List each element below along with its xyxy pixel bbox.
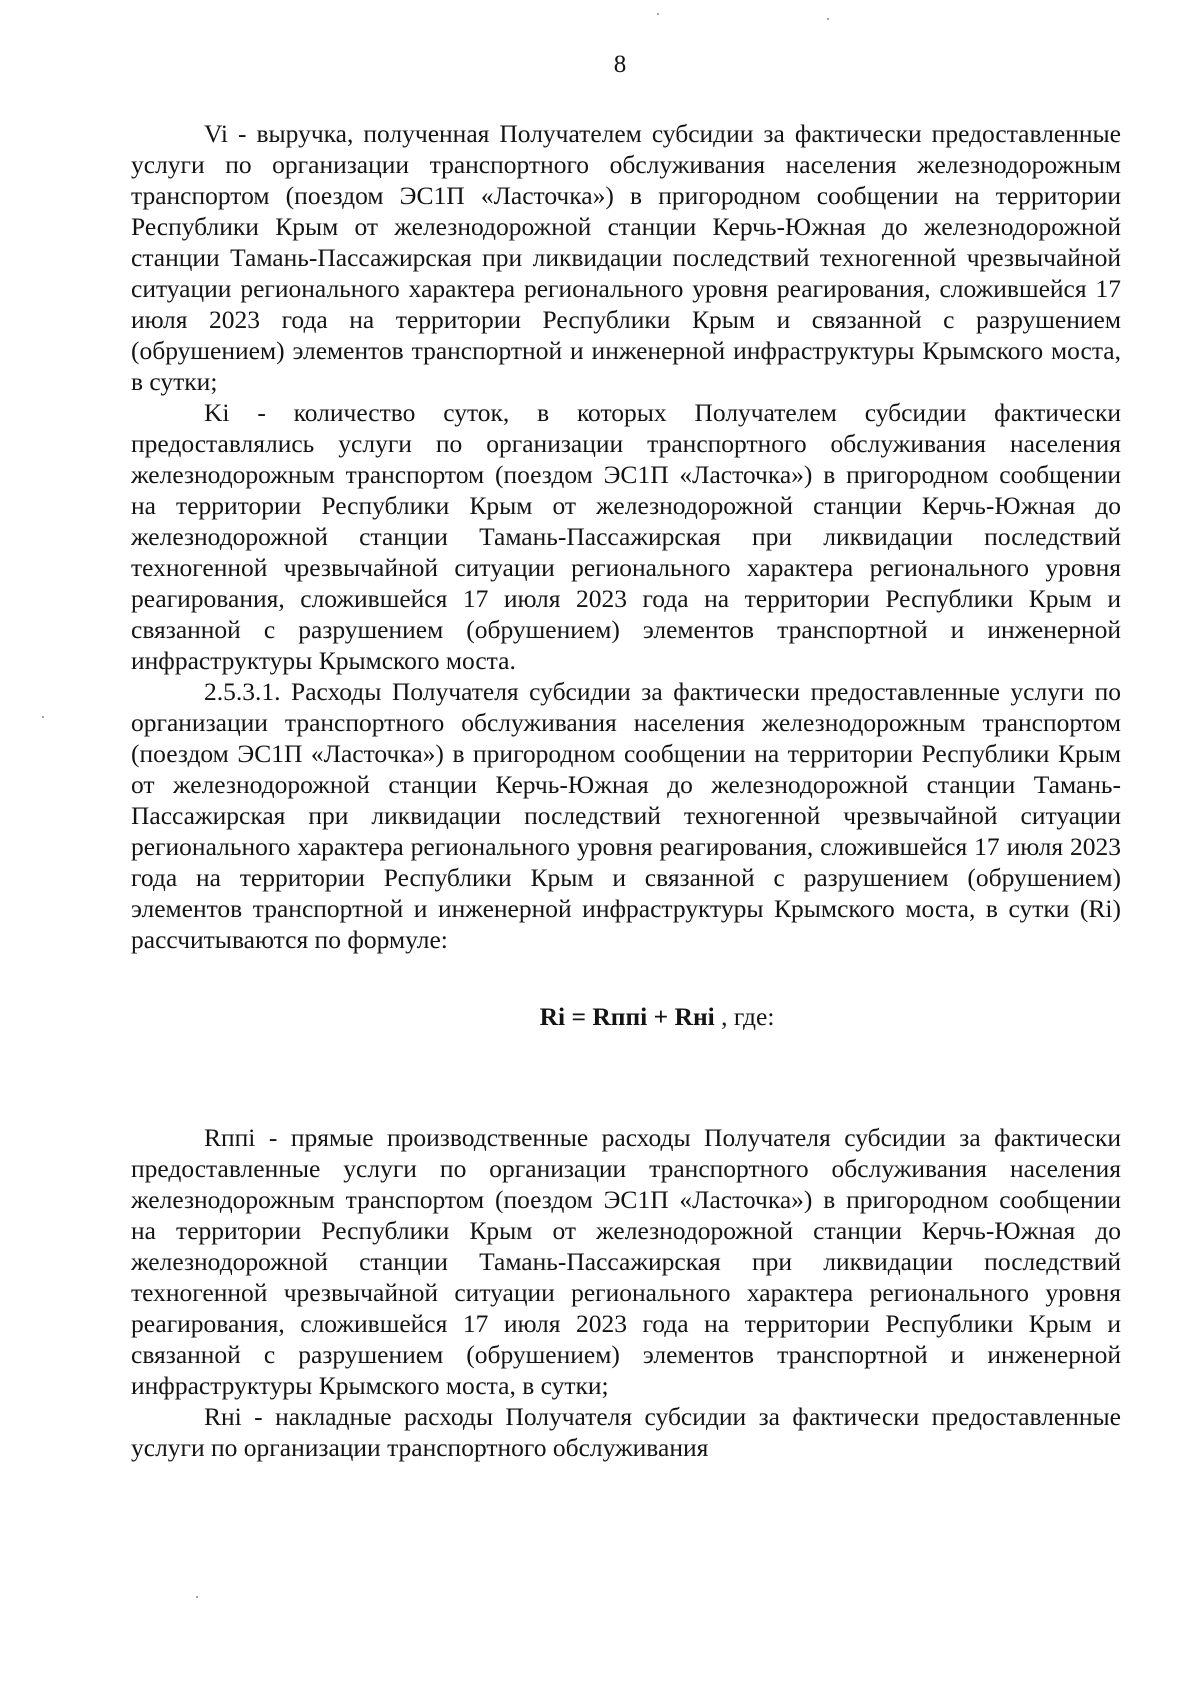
scan-speck	[196, 1596, 198, 1598]
paragraph-ki-definition: Ki - количество суток, в которых Получателем субсидии фактически предоставлялись услуги по организации транспортного обслуживания населения железнодорожным транспортом (поездом ЭС1П «Ласточка») в пригородном сообщении на территории Республики Крым от железнодорожной станции Керчь-Южная до железнодорожной станции Тамань-Пассажирская при ликвидации последствий техногенной чрезвычайной ситуации регионального характера регионального уровня реагирования, сложившейся 17 июля 2023 года на территории Республики Крым и связанной с разрушением (обрушением) элементов транспортной и инженерной инфраструктуры Крымского моста.	[131, 398, 1121, 675]
paragraph-vi-definition: Vi - выручка, полученная Получателем субсидии за фактически предоставленные услуги по организации транспортного обслуживания населения железнодорожным транспортом (поездом ЭС1П «Ласточка») в пригородном сообщении на территории Республики Крым от железнодорожной станции Керчь-Южная до железнодорожной станции Тамань-Пассажирская при ликвидации последствий техногенной чрезвычайной ситуации регионального характера регионального уровня реагирования, сложившейся 17 июля 2023 года на территории Республики Крым и связанной с разрушением (обрушением) элементов транспортной и инженерной инфраструктуры Крымского моста, в сутки;	[131, 119, 1121, 396]
scan-speck	[827, 18, 829, 20]
formula	[131, 1001, 1121, 1032]
scan-speck	[42, 716, 44, 718]
paragraph-rppi-definition: Rппi - прямые производственные расходы Получателя субсидии за фактически предоставленные услуги по организации транспортного обслуживания населения железнодорожным транспортом (поездом ЭС1П «Ласточка») в пригородном сообщении на территории Республики Крым от железнодорожной станции Керчь-Южная до железнодорожной станции Тамань-Пассажирская при ликвидации последствий техногенной чрезвычайной ситуации регионального характера регионального уровня реагирования, сложившейся 17 июля 2023 года на территории Республики Крым и связанной с разрушением (обрушением) элементов транспортной и инженерной инфраструктуры Крымского моста, в сутки;	[131, 1123, 1121, 1400]
scan-speck	[657, 13, 659, 15]
paragraph-rni-definition: Rнi - накладные расходы Получателя субсидии за фактически предоставленные услуги по организации транспортного обслуживания	[131, 1402, 1121, 1462]
formula-suffix: , где:	[714, 1002, 775, 1031]
page-number: 8	[613, 51, 627, 78]
formula-expression: Ri = Rппi + Rнi	[539, 1002, 715, 1031]
paragraph-2-5-3-1: 2.5.3.1. Расходы Получателя субсидии за фактически предоставленные услуги по организации транспортного обслуживания населения железнодорожным транспортом (поездом ЭС1П «Ласточка») в пригородном сообщении на территории Республики Крым от железнодорожной станции Керчь-Южная до железнодорожной станции Тамань-Пассажирская при ликвидации последствий техногенной чрезвычайной ситуации регионального характера регионального уровня реагирования, сложившейся 17 июля 2023 года на территории Республики Крым и связанной с разрушением (обрушением) элементов транспортной и инженерной инфраструктуры Крымского моста, в сутки (Ri) рассчитываются по формуле:	[131, 677, 1121, 954]
document-body	[131, 118, 1121, 1463]
